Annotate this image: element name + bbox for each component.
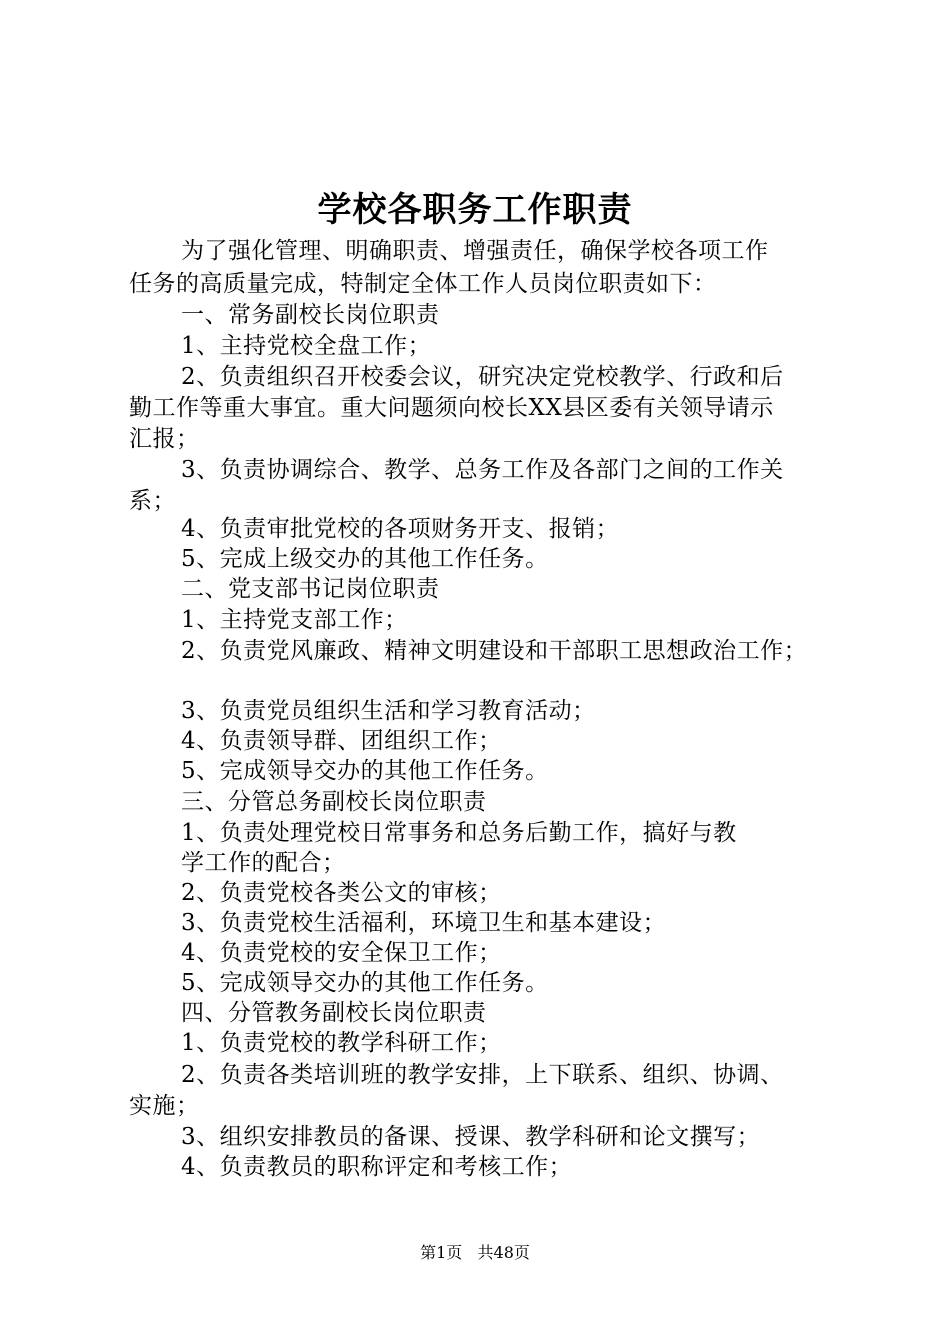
paragraph-line: 3、组织安排教员的备课、授课、教学科研和论文撰写；	[181, 1124, 761, 1150]
paragraph-line: 3、负责党员组织生活和学习教育活动；	[181, 698, 596, 724]
paragraph-line: 学工作的配合；	[181, 850, 346, 876]
paragraph-line: 2、负责组织召开校委会议，研究决定党校教学、行政和后	[181, 364, 784, 390]
paragraph-line: 4、负责教员的职称评定和考核工作；	[181, 1154, 573, 1180]
page-footer	[0, 1242, 950, 1264]
paragraph-line: 3、负责党校生活福利，环境卫生和基本建设；	[181, 910, 667, 936]
section-heading: 四、分管教务副校长岗位职责	[181, 1000, 487, 1026]
paragraph-line: 2、负责各类培训班的教学安排，上下联系、组织、协调、	[181, 1062, 784, 1088]
section-heading: 一、常务副校长岗位职责	[181, 302, 440, 328]
paragraph-line: 1、主持党支部工作；	[181, 607, 408, 633]
paragraph-line: 2、负责党风廉政、精神文明建设和干部职工思想政治工作；	[181, 638, 808, 664]
paragraph-line: 为了强化管理、明确职责、增强责任，确保学校各项工作	[181, 238, 769, 264]
paragraph-line: 勤工作等重大事宜。重大问题须向校长XX县区委有关领导请示	[129, 395, 774, 421]
paragraph-line: 汇报；	[129, 426, 200, 452]
paragraph-line: 4、负责领导群、团组织工作；	[181, 728, 502, 754]
document-title: 学校各职务工作职责	[317, 190, 633, 230]
section-heading: 二、党支部书记岗位职责	[181, 576, 440, 602]
paragraph-line: 4、负责审批党校的各项财务开支、报销；	[181, 516, 620, 542]
paragraph-line: 系；	[129, 488, 176, 514]
paragraph-line: 4、负责党校的安全保卫工作；	[181, 940, 502, 966]
paragraph-line: 实施；	[129, 1093, 200, 1119]
paragraph-line: 任务的高质量完成，特制定全体工作人员岗位职责如下：	[129, 271, 717, 297]
paragraph-line: 1、负责处理党校日常事务和总务后勤工作，搞好与教	[181, 820, 737, 846]
paragraph-line: 1、主持党校全盘工作；	[181, 333, 432, 359]
page-total: 共48页	[477, 1243, 530, 1262]
paragraph-line: 5、完成上级交办的其他工作任务。	[181, 546, 549, 572]
paragraph-line: 5、完成领导交办的其他工作任务。	[181, 758, 549, 784]
paragraph-line: 1、负责党校的教学科研工作；	[181, 1030, 502, 1056]
paragraph-line: 3、负责协调综合、教学、总务工作及各部门之间的工作关	[181, 457, 784, 483]
paragraph-line: 5、完成领导交办的其他工作任务。	[181, 970, 549, 996]
section-heading: 三、分管总务副校长岗位职责	[181, 789, 487, 815]
page-number: 第1页	[420, 1243, 463, 1262]
paragraph-line: 2、负责党校各类公文的审核；	[181, 880, 502, 906]
